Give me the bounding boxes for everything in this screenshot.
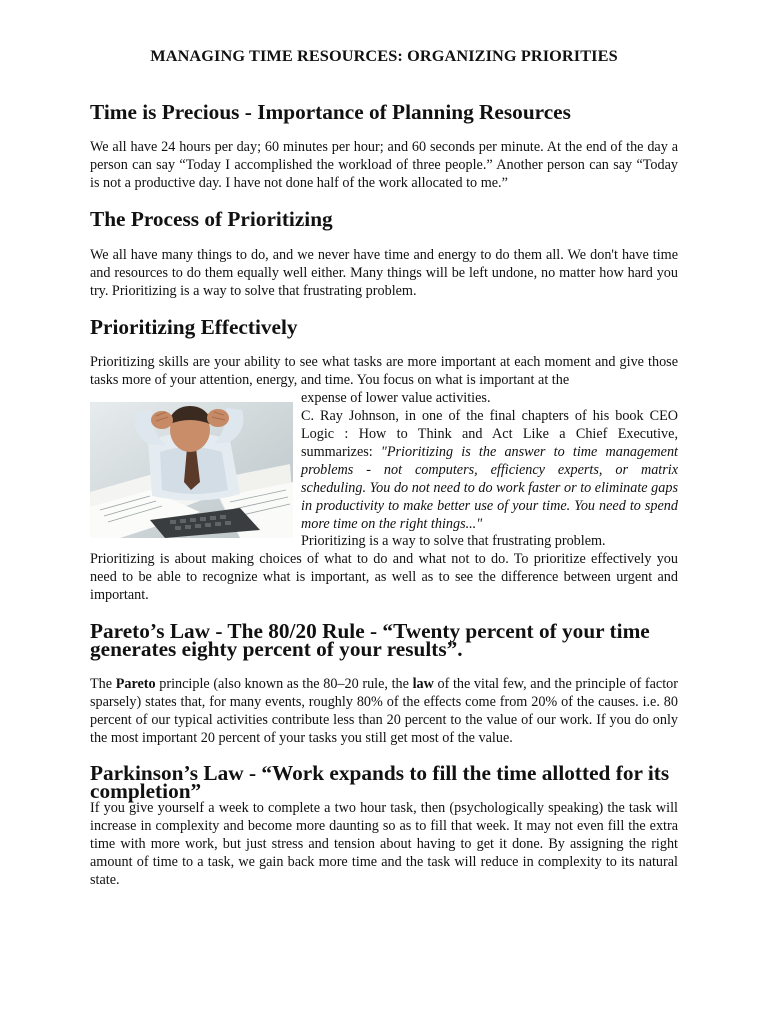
- paragraph-frustrating-problem-line: Prioritizing is a way to solve that frustrating problem.: [301, 533, 606, 549]
- quote-text: "Prioritizing is the answer to time management problems - not computers, efficiency experts, or matrix scheduling. You do not need to do work faster or to eliminate gaps in productivity to make better use of your time. You need to spend more time on the right things...": [301, 444, 678, 532]
- heading-prioritizing-effectively: Prioritizing Effectively: [90, 315, 298, 339]
- stressed-worker-photo: [90, 402, 293, 538]
- paragraph-pareto-principle: [90, 675, 678, 747]
- paragraph-time-precious: We all have 24 hours per day; 60 minutes per hour; and 60 seconds per minute. At the end of the day a person can say “Today I accomplished the workload of three people.” Another person can say “Today is not a productive day. I have not done half of the work allocated to me.”: [90, 139, 678, 191]
- paragraph-making-choices: Prioritizing is about making choices of what to do and what not to do. To prioritize effectively you need to be able to recognize what is important, as well as to see the difference between urgent and important.: [90, 551, 678, 603]
- heading-paretos-law: Pareto’s Law - The 80/20 Rule - “Twenty percent of your time generates eighty percent of your results”.: [90, 619, 650, 661]
- heading-process-prioritizing: The Process of Prioritizing: [90, 207, 333, 231]
- pareto-text-rest: of the vital few, and the principle of factor sparsely) states that, for many events, roughly 80% of the effects come from 20% of the causes. i.e. 80 percent of our typical activities contribute less than 20 percent to the value of our work. If you do only the most important 20 percent of your tasks you still get most of the value.: [90, 676, 678, 746]
- law-bold-term: law: [412, 676, 434, 692]
- paragraph-ceo-logic-quote: [301, 407, 678, 533]
- heading-parkinsons-law: Parkinson’s Law - “Work expands to fill the time allotted for its completion”: [90, 761, 670, 803]
- pareto-text-start: The: [90, 676, 116, 692]
- heading-time-precious: Time is Precious - Importance of Planning Resources: [90, 100, 571, 124]
- pareto-text-mid: principle (also known as the 80–20 rule, the: [155, 676, 413, 692]
- pareto-bold-term: Pareto: [115, 676, 156, 692]
- paragraph-prioritizing-skills-tail: expense of lower value activities.: [301, 390, 491, 406]
- paragraph-prioritizing-skills: Prioritizing skills are your ability to see what tasks are more important at each moment and give those tasks more of your attention, energy, and time. You focus on what is important at the: [90, 354, 678, 388]
- page-title: MANAGING TIME RESOURCES: ORGANIZING PRIORITIES: [150, 46, 618, 65]
- quote-intro: C. Ray Johnson, in one of the final chapters of his book CEO Logic : How to Think and Act Like a Chief Executive, summarizes:: [301, 408, 678, 460]
- paragraph-process-prioritizing: We all have many things to do, and we never have time and energy to do them all. We don't have time and resources to do them equally well either. Many things will be left undone, no matter how hard you try. Prioritizing is a way to solve that frustrating problem.: [90, 247, 678, 299]
- paragraph-parkinsons-law: If you give yourself a week to complete a two hour task, then (psychologically speaking) the task will increase in complexity and become more daunting so as to fill that week. It may not even fill the extra time with more work, but just stress and tension about having to get it done. By assigning the right amount of time to a task, we gain back more time and the task will reduce in complexity to its natural state.: [90, 800, 678, 888]
